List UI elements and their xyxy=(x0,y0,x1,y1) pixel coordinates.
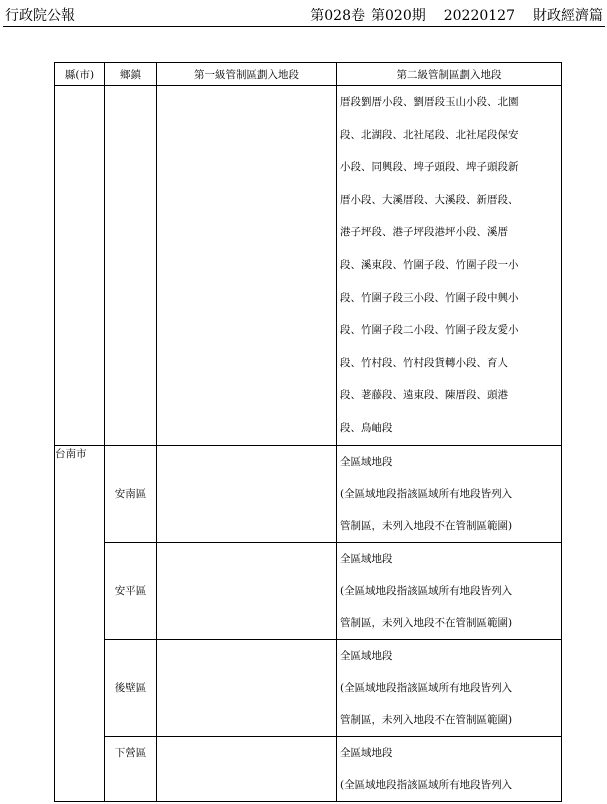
first-level-cell xyxy=(157,736,337,801)
zone-line: 管制區，未列入地段不在管制區範圍) xyxy=(340,616,513,629)
district-name: 安南區 xyxy=(114,487,147,500)
issue-info xyxy=(304,8,603,24)
township-cell xyxy=(105,445,157,542)
zone-line: 全區域地段 xyxy=(340,552,393,565)
column-header-first-level: 第一級管制區劃入地段 xyxy=(157,63,337,86)
second-level-cell xyxy=(337,542,562,639)
table-row xyxy=(55,542,562,639)
zone-line: 段、北湖段、北社尾段、北社尾段保安 xyxy=(340,128,519,141)
zone-line: 段、溪東段、竹圍子段、竹圍子段一小 xyxy=(340,258,519,271)
zone-line: 段、竹圍子段二小段、竹圍子段友愛小 xyxy=(340,324,519,337)
first-level-cell xyxy=(157,86,337,446)
township-cell xyxy=(105,736,157,801)
zone-line: (全區域地段指該區域所有地段皆列入 xyxy=(340,487,513,500)
zone-line: 全區域地段 xyxy=(340,455,393,468)
second-level-cell xyxy=(337,86,562,446)
zone-line: (全區域地段指該區域所有地段皆列入 xyxy=(340,681,513,694)
zone-line: 段、竹圍子段三小段、竹圍子段中興小 xyxy=(340,291,519,304)
column-header-second-level: 第二級管制區劃入地段 xyxy=(337,63,562,86)
column-header-county: 縣(市) xyxy=(55,63,105,86)
table-row xyxy=(55,639,562,736)
table-row-continued xyxy=(55,86,562,446)
first-level-cell xyxy=(157,445,337,542)
control-zone-table xyxy=(54,62,562,802)
second-level-cell xyxy=(337,736,562,801)
header-rule xyxy=(3,26,605,27)
zone-line: 段、竹村段、竹村段貨轉小段、育人 xyxy=(340,356,508,369)
issue-date: 20220127 xyxy=(443,8,515,24)
column-header-township: 鄉鎮 xyxy=(105,63,157,86)
volume-number: 第028卷 xyxy=(310,8,365,24)
table-row xyxy=(55,736,562,801)
district-name: 後壁區 xyxy=(114,681,147,694)
first-level-cell xyxy=(157,639,337,736)
first-level-cell xyxy=(157,542,337,639)
table-header-row xyxy=(55,63,562,86)
zone-line: 厝段劉厝小段、劉厝段玉山小段、北園 xyxy=(340,96,519,108)
second-level-cell xyxy=(337,445,562,542)
table-row-city xyxy=(55,445,562,542)
zone-line: 小段、同興段、埤子頭段、埤子頭段新 xyxy=(340,161,519,174)
township-cell xyxy=(105,86,157,446)
zone-line: 港子坪段、港子坪段港坪小段、溪厝 xyxy=(340,226,508,239)
district-name: 安平區 xyxy=(114,584,147,597)
county-cell xyxy=(55,86,105,446)
township-cell xyxy=(105,542,157,639)
zone-line: 段、荖藤段、遠東段、陳厝段、頭港 xyxy=(340,389,508,402)
zone-line: 管制區，未列入地段不在管制區範圍) xyxy=(340,713,513,726)
district-name: 下營區 xyxy=(114,746,147,759)
zone-line: 管制區，未列入地段不在管制區範圍) xyxy=(340,519,513,532)
township-cell xyxy=(105,639,157,736)
gazette-title: 行政院公報 xyxy=(5,8,75,24)
zone-line: 厝小段、大溪厝段、大溪段、新厝段、 xyxy=(340,193,519,206)
county-cell-city: 台南市 xyxy=(55,445,105,801)
section-name: 財政經濟篇 xyxy=(533,8,603,24)
zone-line: 全區域地段 xyxy=(340,649,393,662)
zone-line: 全區域地段 xyxy=(340,746,393,759)
zone-line: (全區域地段指該區域所有地段皆列入 xyxy=(340,778,513,791)
second-level-cell xyxy=(337,639,562,736)
zone-line: 段、鳥岫段 xyxy=(340,421,393,434)
issue-number: 第020期 xyxy=(371,8,426,24)
zone-line: (全區域地段指該區域所有地段皆列入 xyxy=(340,584,513,597)
